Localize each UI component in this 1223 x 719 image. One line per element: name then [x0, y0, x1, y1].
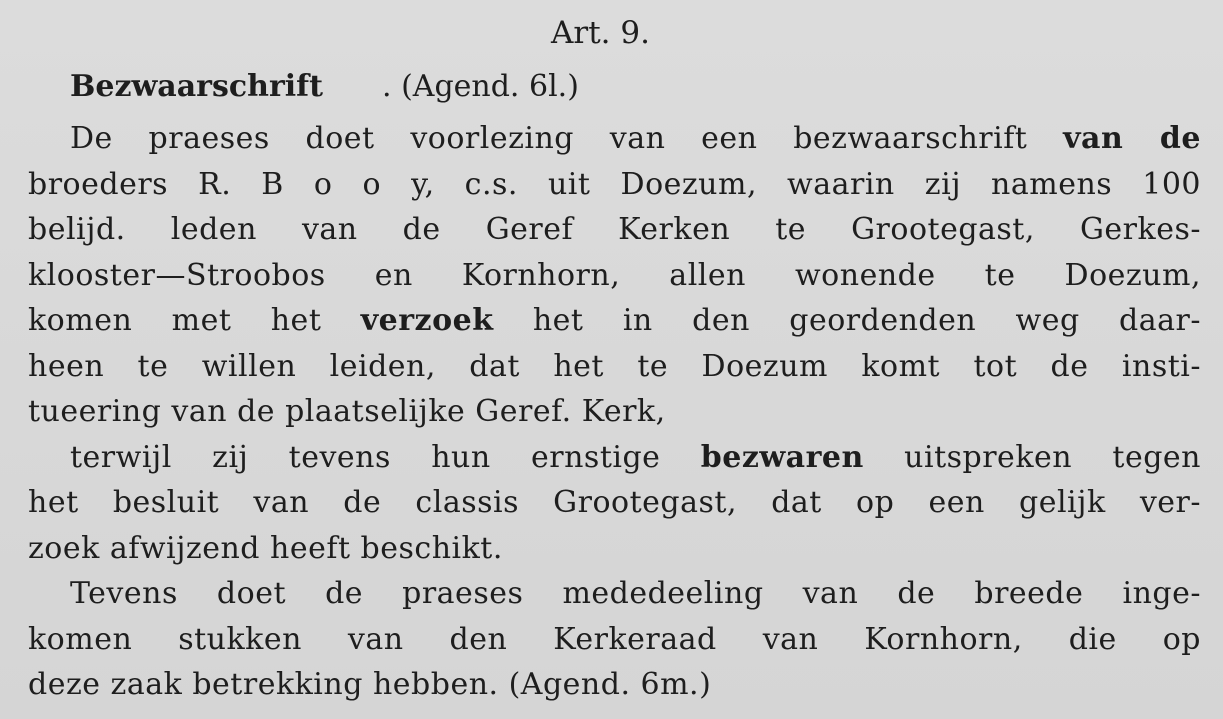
text-run: komen stukken van den Kerkeraad van Kornhorn, die op	[28, 621, 1201, 657]
text-run: komen met het	[28, 303, 361, 338]
body-line-text	[70, 439, 1201, 475]
emphasis-text: van de	[1063, 121, 1201, 156]
text-run: deze zaak betrekking hebben. (Agend. 6m.)	[28, 667, 712, 702]
heading-title: Bezwaarschrift	[70, 69, 323, 104]
text-run: zoek afwijzend heeft beschikt.	[28, 530, 503, 566]
body-line-text	[28, 485, 1201, 520]
text-run: tueering van de plaatselijke Geref. Kerk,	[28, 394, 666, 429]
body-line-text	[28, 166, 1201, 202]
text-run: het besluit van de classis Grootegast, dat op een gelijk ver-	[28, 485, 1201, 520]
body-line-text	[28, 348, 1201, 384]
text-run: klooster—Stroobos en Kornhorn, allen wonende te Doezum,	[28, 257, 1201, 293]
body-line-text	[70, 576, 1201, 611]
heading-reference: . (Agend. 6l.)	[382, 69, 579, 104]
text-run: terwijl zij tevens hun ernstige	[70, 439, 701, 475]
body-line-text	[28, 303, 1201, 338]
text-run: Tevens doet de praeses mededeeling van de breede inge-	[70, 576, 1201, 611]
body-line-text	[28, 212, 1201, 247]
body-line-text	[28, 621, 1201, 657]
document-page: Art. 9. Bezwaarschrift . (Agend. 6l.) De praeses doet voorlezing van een bezwaarschrift van de broeders R. B o o y, c.s. uit Doezum, waarin zij namens 100 belijd. leden van de Geref Kerken te Grootegast, Gerkes- klooster—Stroobos en Kornhorn, allen wonende te Doezum, komen met het verzoek het in den geordenden weg daar- heen te willen leiden, dat het te Doezum komt tot de insti- tueering van de plaatselijke Geref. Kerk, terwijl zij tevens hun ernstige bezwaren uitspreken tegen het besluit van de classis Grootegast, dat op een gelijk ver- zoek afwijzend heeft beschikt. Tevens doet de praeses mededeeling van de breede inge- komen stukken van den Kerkeraad van Kornhorn, die op deze zaak betrekking hebben. (Agend. 6m.)	[0, 0, 1223, 719]
body-line-text	[28, 257, 1201, 293]
emphasis-text: bezwaren	[700, 439, 864, 475]
body-line-text	[28, 394, 666, 429]
body-line-text	[28, 530, 503, 566]
body-line-text	[28, 667, 712, 702]
text-run: De praeses doet voorlezing van een bezwaarschrift	[70, 121, 1064, 156]
text-run: uitspreken tegen	[863, 439, 1201, 475]
text-run: belijd. leden van de Geref Kerken te Grootegast, Gerkes-	[28, 212, 1201, 247]
text-run: het in den geordenden weg daar-	[493, 303, 1201, 338]
body-line-text	[70, 121, 1201, 156]
text-run: broeders R. B o o y, c.s. uit Doezum, waarin zij namens 100	[28, 166, 1201, 202]
text-run: heen te willen leiden, dat het te Doezum komt tot de insti-	[28, 348, 1201, 384]
emphasis-text: verzoek	[360, 303, 494, 338]
